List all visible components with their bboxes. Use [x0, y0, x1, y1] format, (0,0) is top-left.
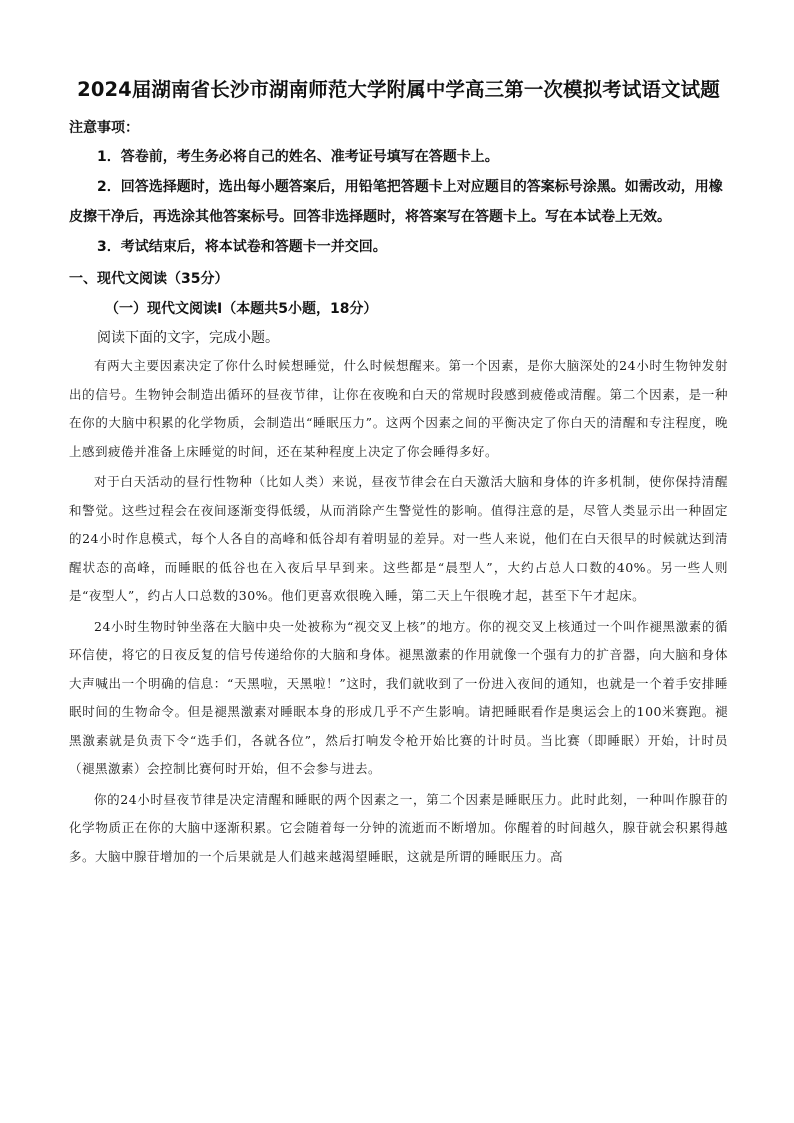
passage-paragraph-3: 24小时生物时钟坐落在大脑中央一处被称为“视交叉上核”的地方。你的视交叉上核通过一个叫作褪黑激素的循环信使，将它的日夜反复的信号传递给你的大脑和身体。褪黑激素的作用就像一个强有力的扩音器，向大脑和身体大声喊出一个明确的信息：“天黑啦，天黑啦！”这时，我们就收到了一份进入夜间的通知，也就是一个着手安排睡眠时间的生物命令。但是褪黑激素对睡眠本身的形成几乎不产生影响。请把睡眠看作是奥运会上的100米赛跑。褪黑激素就是负责下令“选手们，各就各位”，然后打响发令枪开始比赛的计时员。当比赛（即睡眠）开始，计时员（褪黑激素）会控制比赛何时开始，但不会参与进去。	[69, 618, 728, 776]
section-heading: 一、现代文阅读（35分）	[69, 271, 229, 287]
notice-item-1: 1．答卷前，考生务必将自己的姓名、准考证号填写在答题卡上。	[97, 149, 499, 165]
notice-heading: 注意事项：	[69, 120, 139, 136]
passage-paragraph-4: 你的24小时昼夜节律是决定清醒和睡眠的两个因素之一，第二个因素是睡眠压力。此时此刻，一种叫作腺苷的化学物质正在你的大脑中逐渐积累。它会随着每一分钟的流逝而不断增加。你醒着的时间越久，腺苷就会积累得越多。大脑中腺苷增加的一个后果就是人们越来越渴望睡眠，这就是所谓的睡眠压力。高	[69, 791, 728, 864]
reading-instruction: 阅读下面的文字，完成小题。	[97, 330, 279, 346]
notice-item-2: 2．回答选择题时，选出每小题答案后，用铅笔把答题卡上对应题目的答案标号涂黑。如需改动，用橡皮擦干净后，再选涂其他答案标号。回答非选择题时，将答案写在答题卡上。写在本试卷上无效。	[69, 179, 723, 225]
subsection-heading: （一）现代文阅读Ⅰ（本题共5小题，18分）	[105, 301, 378, 317]
passage-paragraph-1: 有两大主要因素决定了你什么时候想睡觉，什么时候想醒来。第一个因素，是你大脑深处的24小时生物钟发射出的信号。生物钟会制造出循环的昼夜节律，让你在夜晚和白天的常规时段感到疲倦或清醒。第二个因素，是一种在你的大脑中积累的化学物质，会制造出“睡眠压力”。这两个因素之间的平衡决定了你白天的清醒和专注程度，晚上感到疲倦并准备上床睡觉的时间，还在某种程度上决定了你会睡得多好。	[69, 358, 728, 459]
passage-paragraph-2: 对于白天活动的昼行性物种（比如人类）来说，昼夜节律会在白天激活大脑和身体的许多机制，使你保持清醒和警觉。这些过程会在夜间逐渐变得低缓，从而消除产生警觉性的影响。值得注意的是，尽管人类显示出一种固定的24小时作息模式，每个人各自的高峰和低谷却有着明显的差异。对一些人来说，他们在白天很早的时候就达到清醒状态的高峰，而睡眠的低谷也在入夜后早早到来。这些都是“晨型人”，大约占总人口数的40%。另一些人则是“夜型人”，约占人口总数的30%。他们更喜欢很晚入睡，第二天上午很晚才起，甚至下午才起床。	[69, 474, 728, 603]
notice-item-3: 3．考试结束后，将本试卷和答题卡一并交回。	[97, 239, 387, 255]
page-title: 2024届湖南省长沙市湖南师范大学附属中学高三第一次模拟考试语文试题	[77, 78, 720, 101]
